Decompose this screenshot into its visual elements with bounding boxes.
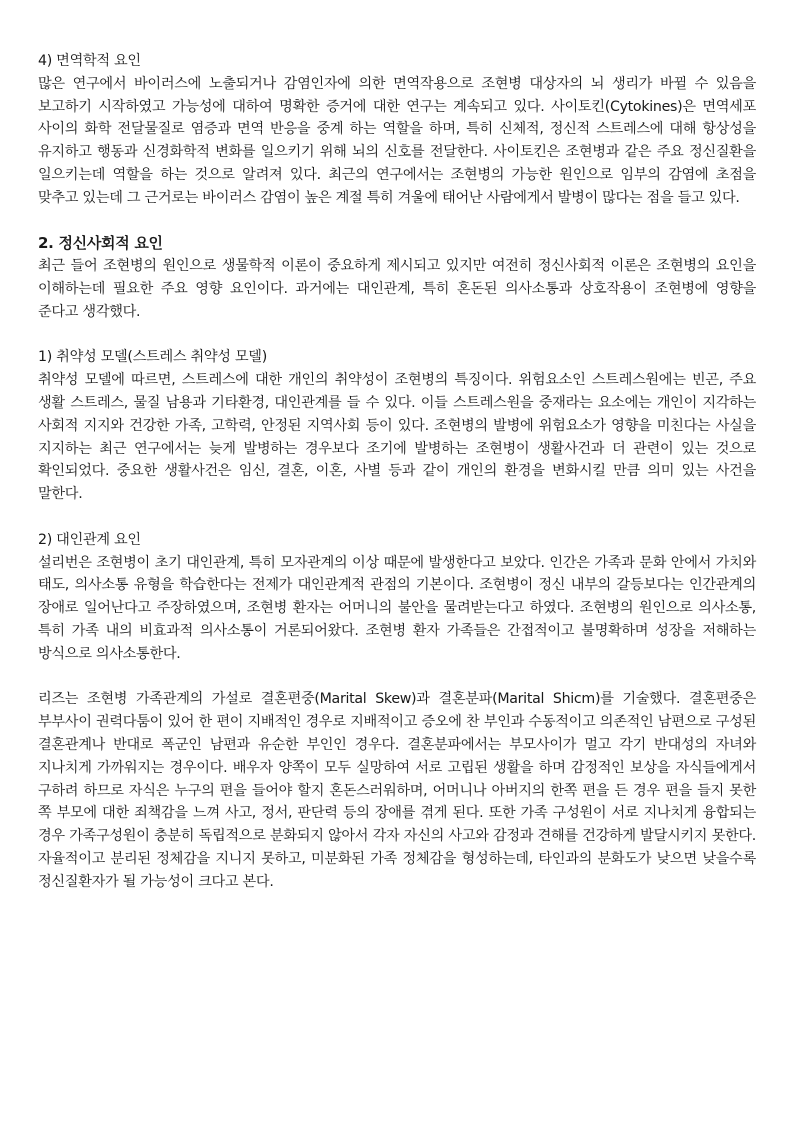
section-heading-immune: 4) 면역학적 요인 [38,53,141,69]
paragraph-interpersonal-2: 리즈는 조현병 가족관계의 가설로 결혼편중(Marital Skew)과 결혼분파(Marital Shicm)를 기술했다. 결혼편중은 부부사이 권력다툼이 있어 한 편이 지배적인 경우로 지배적이고 증오에 찬 부인과 수동적이고 의존적인 남편으로 구성된 결혼관계나 반대로 폭군인 남편과 유순한 부인인 경우다. 결혼분파에서는 부모사이가 멀고 각기 반대성의 자녀와 지나치게 가까워지는 경우이다. 배우자 양쪽이 모두 실망하여 서로 고립된 생활을 하며 감정적인 보상을 자식들에게서 구하려 하므로 자식은 누구의 편을 들어야 할지 혼돈스러워하며, 어머니나 아버지의 한쪽 편을 든 경우 편을 들지 못한 쪽 부모에 대한 죄책감을 느껴 사고, 정서, 판단력 등의 장애를 겪게 된다. 또한 가족 구성원이 서로 지나치게 융합되는 경우 가족구성원이 충분히 독립적으로 분화되지 않아서 각자 자신의 사고와 감정과 견해를 건강하게 발달시키지 못한다. 자율적이고 분리된 정체감을 지니지 못하고, 미분화된 가족 정체감을 형성하는데, 타인과의 분화도가 낮으면 낮을수록 정신질환자가 될 가능성이 크다고 본다. [38,691,756,890]
spacer [38,506,756,529]
paragraph-immune: 많은 연구에서 바이러스에 노출되거나 감염인자에 의한 면역작용으로 조현병 대상자의 뇌 생리가 바뀔 수 있음을 보고하기 시작하였고 가능성에 대하여 명확한 증거에 대한 연구는 계속되고 있다. 사이토킨(Cytokines)은 면역세포 사이의 화학 전달물질로 염증과 면역 반응을 중계 하는 역할을 하며, 특히 신체적, 정신적 스트레스에 대해 항상성을 유지하고 행동과 신경화학적 변화를 일으키기 위해 뇌의 신호를 전달한다. 사이토킨은 조현병과 같은 주요 정신질환을 일으키는데 역할을 하는 것으로 알려져 있다. 최근의 연구에서는 조현병의 가능한 원인으로 임부의 감염에 초점을 맞추고 있는데 그 근거로는 바이러스 감염이 높은 계절 특히 겨울에 태어난 사람에게서 발병이 많다는 점을 들고 있다. [38,75,756,206]
spacer [38,210,756,233]
section-heading-psychosocial: 2. 정신사회적 요인 [38,234,163,253]
paragraph-vulnerability: 취약성 모델에 따르면, 스트레스에 대한 개인의 취약성이 조현병의 특징이다. 위험요소인 스트레스원에는 빈곤, 주요 생활 스트레스, 물질 남용과 기타환경, 대인관계를 들 수 있다. 이들 스트레스원을 중재라는 요소에는 개인이 지각하는 사회적 지지와 건강한 가족, 고학력, 안정된 지역사회 등이 있다. 조현병의 발병에 위험요소가 영향을 미친다는 사실을 지지하는 최근 연구에서는 늦게 발병하는 경우보다 조기에 발병하는 조현병이 생활사건과 더 관련이 있는 것으로 확인되었다. 중요한 생활사건은 임신, 결혼, 이혼, 사별 등과 같이 개인의 환경을 변화시킬 만큼 의미 있는 사건을 말한다. [38,372,756,503]
section-heading-vulnerability: 1) 취약성 모델(스트레스 취약성 모델) [38,349,267,366]
paragraph-psychosocial: 최근 들어 조현병의 원인으로 생물학적 이론이 중요하게 제시되고 있지만 여전히 정신사회적 이론은 조현병의 요인을 이해하는데 필요한 주요 영향 요인이다. 과거에는 대인관계, 특히 혼돈된 의사소통과 상호작용이 조현병에 영향을 준다고 생각했다. [38,258,756,320]
spacer [38,324,756,347]
section-heading-interpersonal: 2) 대인관계 요인 [38,531,141,548]
paragraph-interpersonal-1: 설리번은 조현병이 초기 대인관계, 특히 모자관계의 이상 때문에 발생한다고 보았다. 인간은 가족과 문화 안에서 가치와 태도, 의사소통 유형을 학습한다는 전제가 대인관계적 관점의 기본이다. 조현병이 정신 내부의 갈등보다는 인간관계의 장애로 일어난다고 주장하였으며, 조현병 환자는 어머니의 불안을 물려받는다고 하였다. 조현병의 원인으로 의사소통, 특히 가족 내의 비효과적 의사소통이 거론되어왔다. 조현병 환자 가족들은 간접적이고 불명확하며 성장을 저해하는 방식으로 의사소통한다. [38,554,756,662]
spacer [38,666,756,689]
document-page [38,50,756,893]
